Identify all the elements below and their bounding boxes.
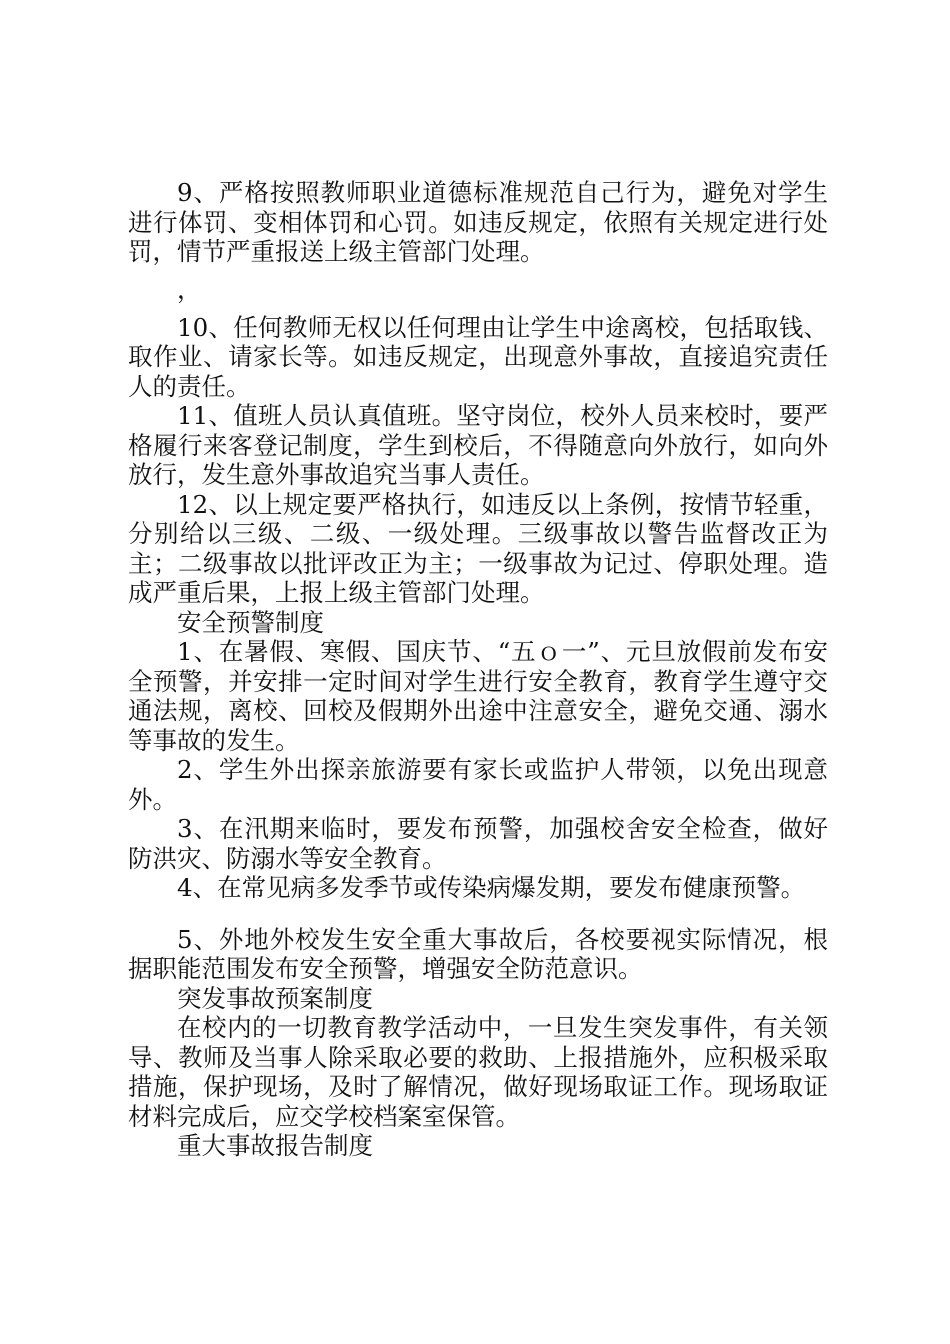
paragraph-warning-2: 2、学生外出探亲旅游要有家长或监护人带领，以免出现意外。: [128, 755, 828, 814]
section-heading-emergency-plan: 突发事故预案制度: [177, 983, 373, 1013]
stray-comma: ，: [177, 274, 202, 304]
section-heading-safety-warning: 安全预警制度: [177, 607, 324, 637]
paragraph-emergency-plan: 在校内的一切教育教学活动中，一旦发生突发事件，有关领导、教师及当事人除采取必要的救助、上报措施外，应积极采取措施，保护现场，及时了解情况，做好现场取证工作。现场取证材料完成后，应交学校档案室保管。: [128, 1013, 828, 1131]
paragraph-warning-4: 4、在常见病多发季节或传染病爆发期，要发布健康预警。: [177, 873, 806, 902]
document-body: [128, 178, 828, 1161]
paragraph-rule-10: 10、任何教师无权以任何理由让学生中途离校，包括取钱、取作业、请家长等。如违反规定，出现意外事故，直接追究责任人的责任。: [128, 312, 828, 401]
paragraph-rule-12: 12、以上规定要严格执行，如违反以上条例，按情节轻重，分别给以三级、二级、一级处理。三级事故以警告监督改正为主；二级事故以批评改正为主；一级事故为记过、停职处理。造成严重后果，上报上级主管部门处理。: [128, 489, 828, 607]
paragraph-warning-1: 1、在暑假、寒假、国庆节、“五ｏ一”、元旦放假前发布安全预警，并安排一定时间对学生进行安全教育，教育学生遵守交通法规，离校、回校及假期外出途中注意安全，避免交通、溺水等事故的发生。: [128, 637, 828, 755]
paragraph-rule-9: 9、严格按照教师职业道德标准规范自己行为，避免对学生进行体罚、变相体罚和心罚。如违反规定，依照有关规定进行处罚，情节严重报送上级主管部门处理。: [128, 178, 828, 266]
paragraph-warning-5: 5、外地外校发生安全重大事故后，各校要视实际情况，根据职能范围发布安全预警，增强安全防范意识。: [128, 924, 828, 983]
paragraph-rule-11: 11、值班人员认真值班。坚守岗位，校外人员来校时，要严格履行来客登记制度，学生到校后，不得随意向外放行，如向外放行，发生意外事故追究当事人责任。: [128, 401, 828, 489]
paragraph-warning-3: 3、在汛期来临时，要发布预警，加强校舍安全检查，做好防洪灾、防溺水等安全教育。: [128, 814, 828, 873]
section-heading-major-accident-report: 重大事故报告制度: [177, 1131, 373, 1160]
